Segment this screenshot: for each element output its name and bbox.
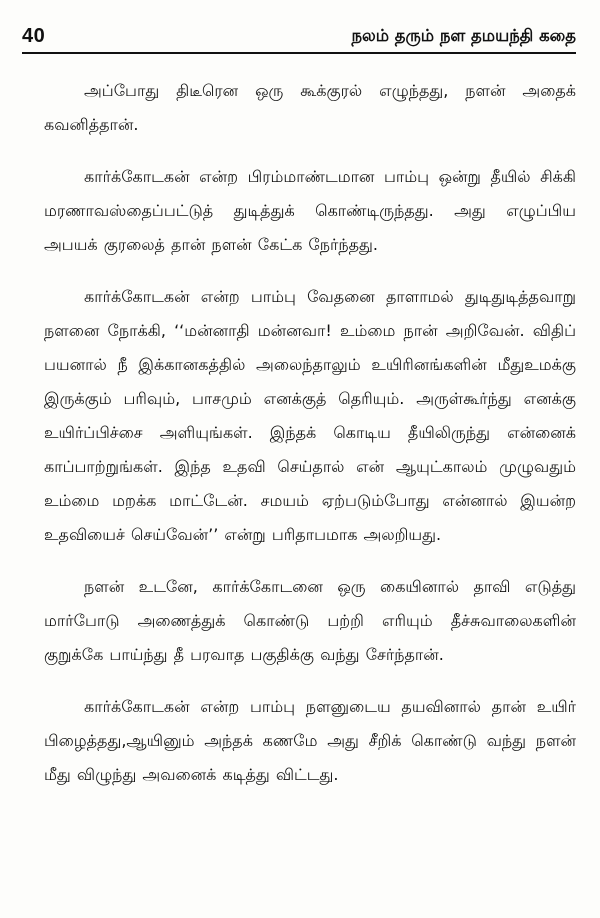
paragraph-2: கார்க்கோடகன் என்ற பிரம்மாண்டமான பாம்பு ஒன்று தீயில் சிக்கி மரணாவஸ்தைப்பட்டுத் துடித்துக் கொண்டிருந்தது. அது எழுப்பிய அபயக் குரலைத் தான் நளன் கேட்க நேர்ந்தது.	[44, 167, 576, 254]
running-header	[22, 16, 576, 54]
paragraph-1: அப்போது திடீரென ஒரு கூக்குரல் எழுந்தது, நளன் அதைக் கவனித்தான்.	[44, 81, 576, 134]
paragraph-5: கார்க்கோடகன் என்ற பாம்பு நளனுடைய தயவினால் தான் உயிர் பிழைத்தது,ஆயினும் அந்தக் கணமே அது சீறிக் கொண்டு வந்து நளன் மீது விழுந்து அவனைக் கடித்து விட்டது.	[44, 697, 576, 784]
paragraph-3: கார்க்கோடகன் என்ற பாம்பு வேதனை தாளாமல் துடிதுடித்தவாறு நளனை நோக்கி, ‘‘மன்னாதி மன்னவா! உம்மை நான் அறிவேன். விதிப் பயனால் நீ இக்கானகத்தில் அலைந்தாலும் உயிரினங்களின் மீதுஉமக்கு இருக்கும் பரிவும், பாசமும் எனக்குத் தெரியும். அருள்கூர்ந்து எனக்கு உயிர்ப்பிச்சை அளியுங்கள். இந்தக் கொடிய தீயிலிருந்து என்னைக் காப்பாற்றுங்கள். இந்த உதவி செய்தால் என் ஆயுட்காலம் முழுவதும் உம்மை மறக்க மாட்டேன். சமயம் ஏற்படும்போது என்னால் இயன்ற உதவியைச் செய்வேன்’’ என்று பரிதாபமாக அலறியது.	[44, 287, 576, 544]
page-number: 40	[22, 25, 46, 47]
paragraph-4: நளன் உடனே, கார்க்கோடனை ஒரு கையினால் தாவி எடுத்து மார்போடு அணைத்துக் கொண்டு பற்றி எரியும் தீச்சுவாலைகளின் குறுக்கே பாய்ந்து தீ பரவாத பகுதிக்கு வந்து சேர்ந்தான்.	[44, 577, 576, 664]
book-title: நலம் தரும் நள தமயந்தி கதை	[351, 26, 576, 45]
body-text	[44, 74, 576, 792]
